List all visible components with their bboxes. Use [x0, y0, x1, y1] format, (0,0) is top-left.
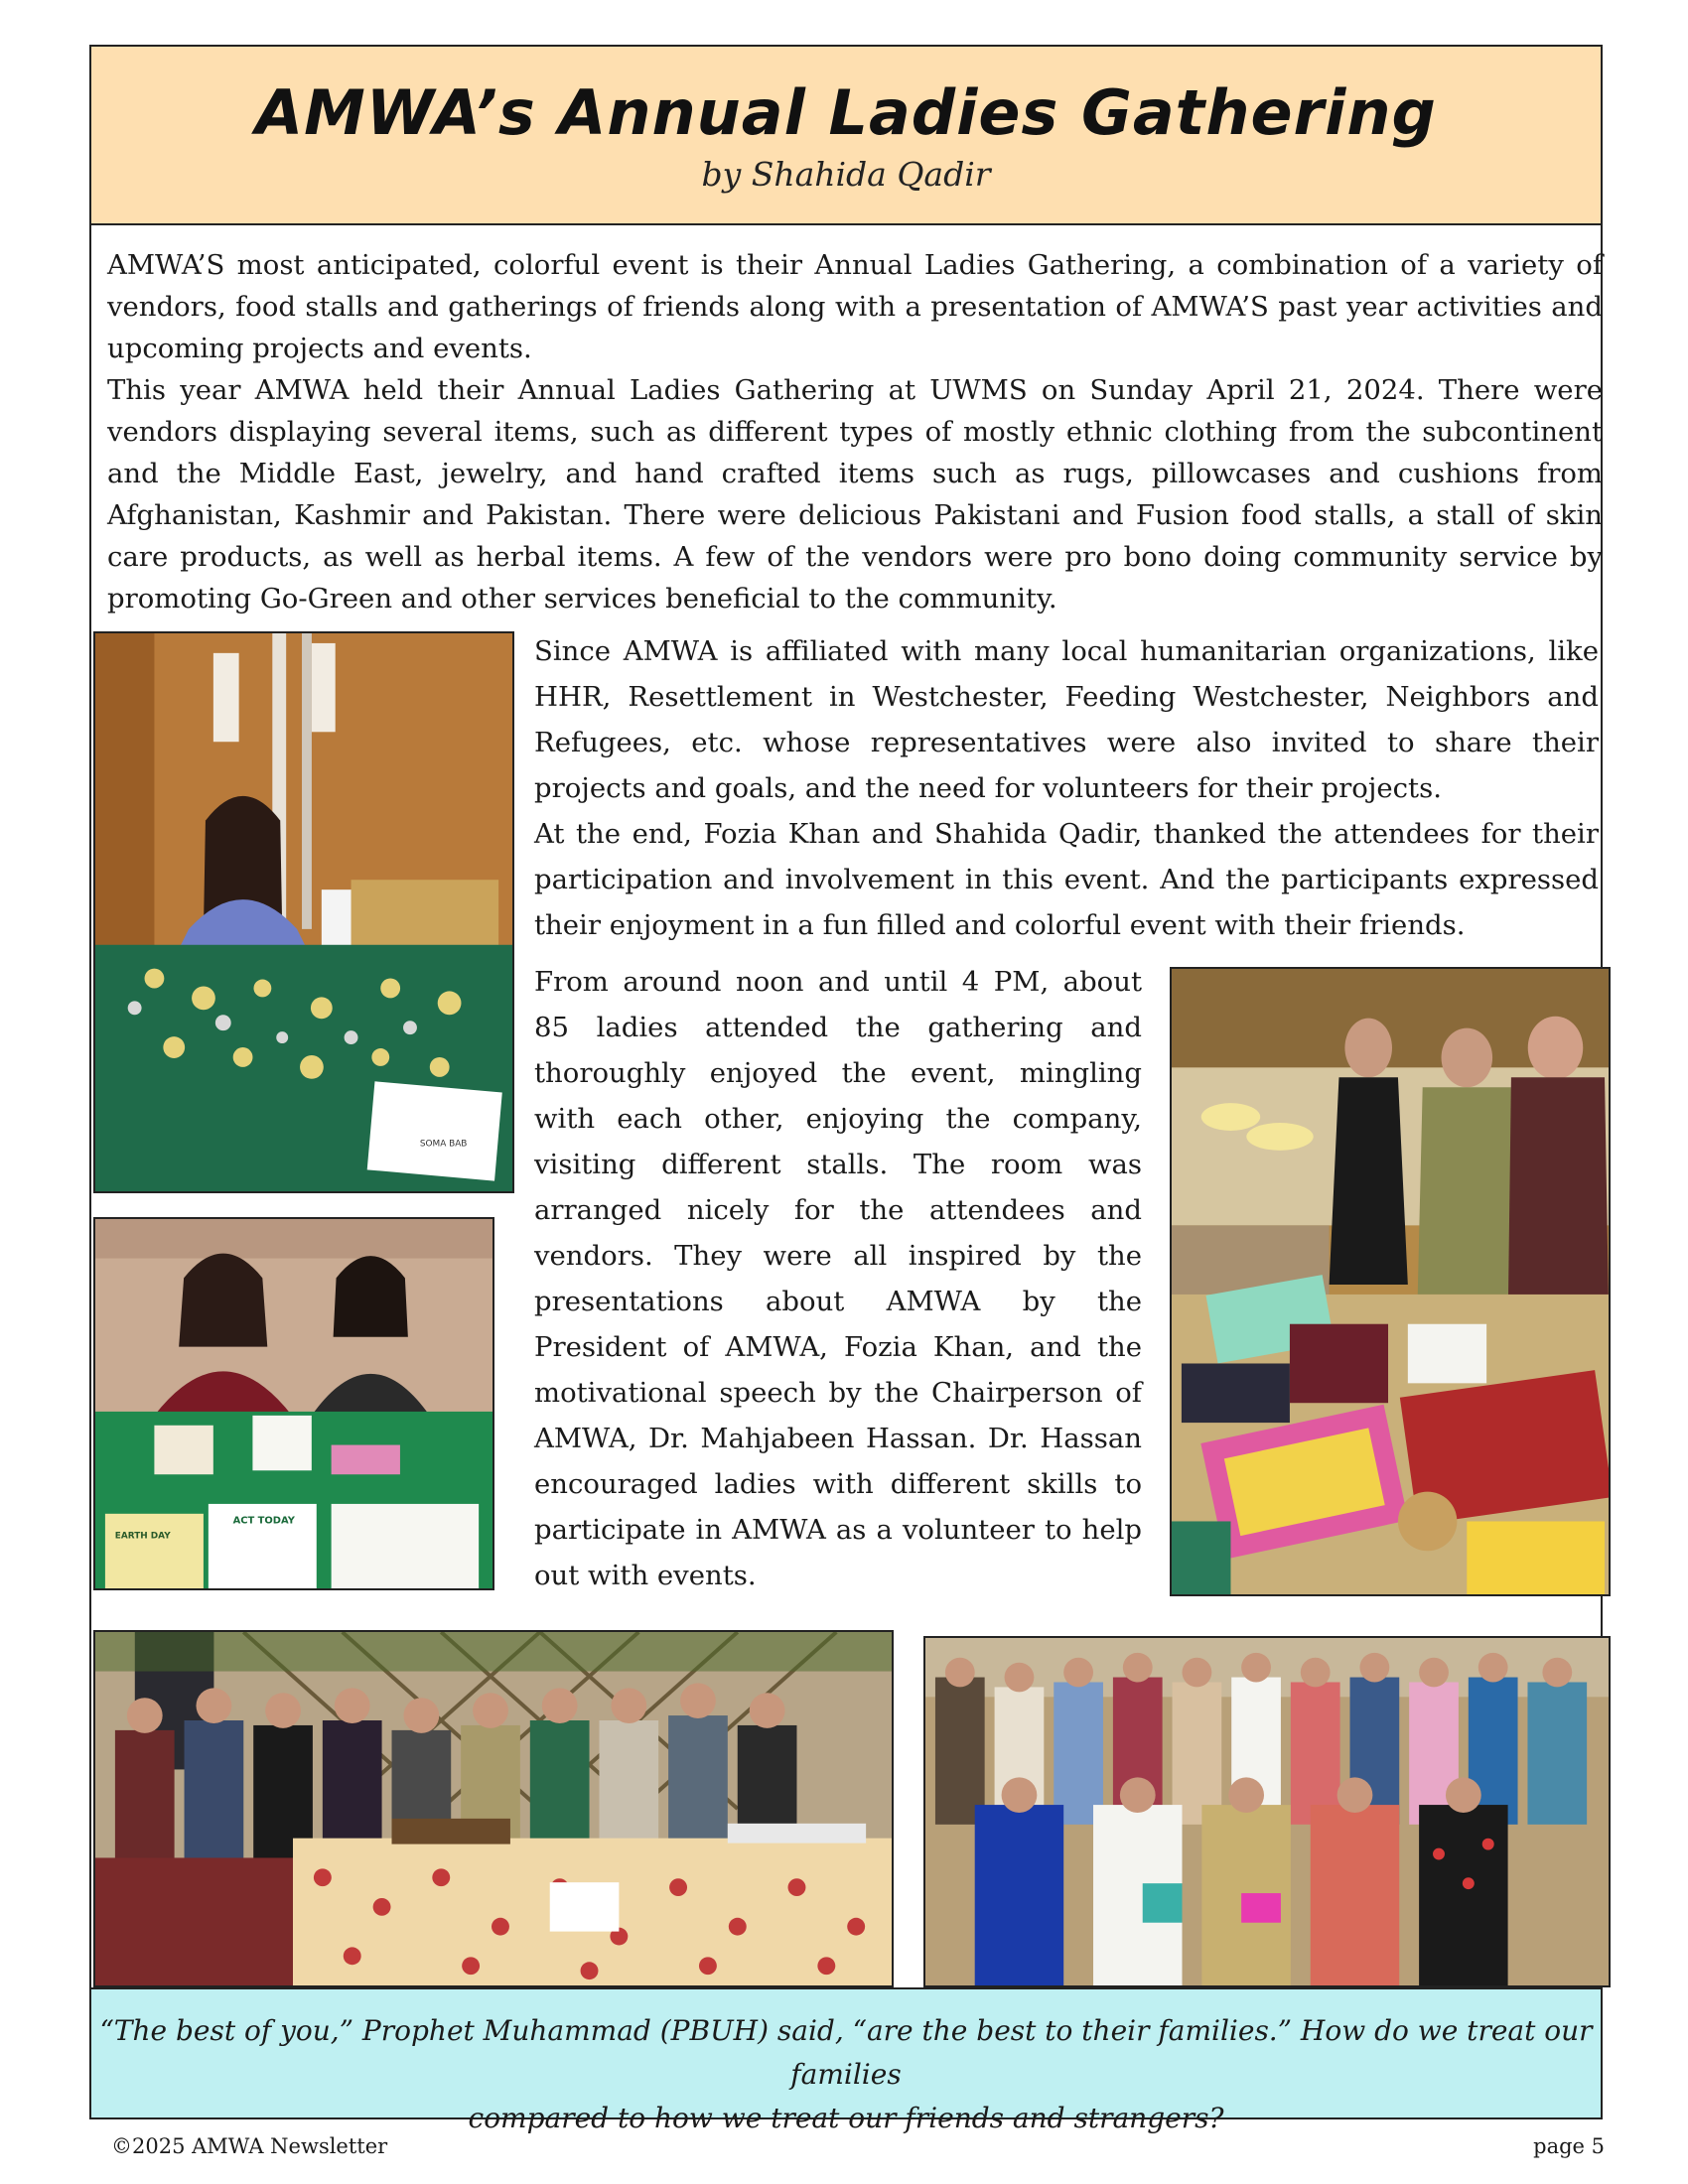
- middle-paragraph-2: At the end, Fozia Khan and Shahida Qadir, thanked the attendees for their participation and involvement in this event. And the participants expressed their enjoyment in a fun filled and colorful event with their friends.: [534, 818, 1599, 941]
- intro-paragraph-1: AMWA’S most anticipated, colorful event is their Annual Ladies Gathering, a combination of a variety of vendors, food stalls and gatherings of friends along with a presentation of AMWA’S past year activities and upcoming projects and events.: [107, 249, 1603, 364]
- middle-upper-text: [534, 628, 1599, 948]
- photo-fabric-stall: [1170, 967, 1611, 1596]
- quote-box: [91, 1987, 1601, 2134]
- photo-jewelry-vendor: [93, 631, 514, 1193]
- middle-lower-text: [534, 959, 1142, 1598]
- quote-line-1: “The best of you,” Prophet Muhammad (PBUH) said, “are the best to their families.” How do we treat our families: [99, 2014, 1593, 2091]
- intro-text: [107, 244, 1603, 619]
- footer-page-number: page 5: [1533, 2134, 1605, 2158]
- photo-food-stall-group: [93, 1630, 894, 1987]
- middle-paragraph-3: From around noon and until 4 PM, about 85 ladies attended the gathering and thoroughly enjoyed the event, mingling with each other, enjoying the company, visiting different stalls. The room was arranged nicely for the attendees and vendors. They were all inspired by the presentations about AMWA by the President of AMWA, Fozia Khan, and the motivational speech by the Chairperson of AMWA, Dr. Mahjabeen Hassan. Dr. Hassan encouraged ladies with different skills to participate in AMWA as a volunteer to help out with events.: [534, 966, 1142, 1591]
- article-title: AMWA’s Annual Ladies Gathering: [255, 76, 1437, 149]
- act-today-text: ACT TODAY: [232, 1515, 295, 1527]
- footer-copyright: ©2025 AMWA Newsletter: [111, 2134, 388, 2158]
- quote-line-2: compared to how we treat our friends and strangers?: [468, 2102, 1224, 2134]
- jewelry-sign-text: SOMA BAB: [419, 1139, 468, 1150]
- photo-info-table: [93, 1217, 494, 1590]
- middle-paragraph-1: Since AMWA is affiliated with many local humanitarian organizations, like HHR, Resettlement in Westchester, Feeding Westchester, Neighbors and Refugees, etc. whose representatives were also invited to share their projects and goals, and the need for volunteers for their projects.: [534, 635, 1599, 804]
- earth-day-text: EARTH DAY: [114, 1531, 171, 1542]
- photo-group: [923, 1636, 1611, 1987]
- intro-paragraph-2: This year AMWA held their Annual Ladies Gathering at UWMS on Sunday April 21, 2024. There were vendors displaying several items, such as different types of mostly ethnic clothing from the subcontinent and the Middle East, jewelry, and hand crafted items such as rugs, pillowcases and cushions from Afghanistan, Kashmir and Pakistan. There were delicious Pakistani and Fusion food stalls, a stall of skin care products, as well as herbal items. A few of the vendors were pro bono doing community service by promoting Go-Green and other services beneficial to the community.: [107, 374, 1603, 614]
- article-header: [91, 47, 1601, 225]
- article-byline: by Shahida Qadir: [701, 155, 991, 194]
